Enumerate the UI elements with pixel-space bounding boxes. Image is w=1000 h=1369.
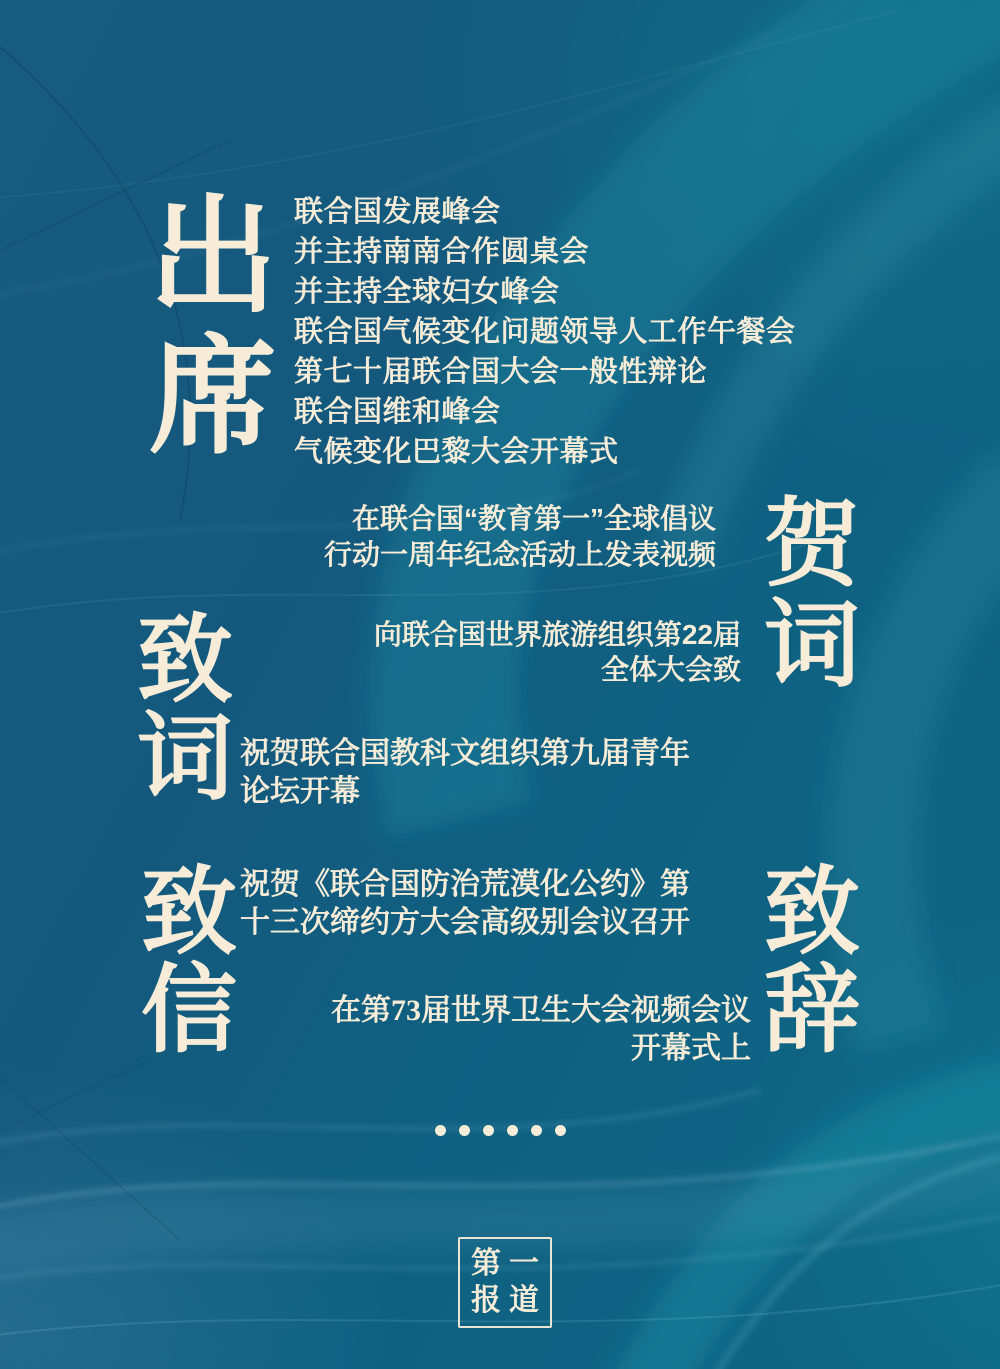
list-item: 开幕式上 bbox=[631, 1032, 751, 1065]
list-item: 气候变化巴黎大会开幕式 bbox=[294, 436, 619, 468]
ellipsis-dot bbox=[531, 1125, 542, 1136]
list-item: 在第73届世界卫生大会视频会议 bbox=[331, 994, 751, 1027]
section-label-zhici bbox=[135, 607, 235, 812]
ellipsis-dot bbox=[459, 1125, 470, 1136]
list-item: 在联合国“教育第一”全球倡议 bbox=[351, 503, 716, 534]
list-item: 十三次缔约方大会高级别会议召开 bbox=[240, 906, 690, 939]
zhici-event-text bbox=[240, 735, 690, 811]
label-char: 辞 bbox=[764, 957, 860, 1064]
label-char: 信 bbox=[141, 957, 237, 1064]
list-item: 论坛开幕 bbox=[240, 775, 360, 808]
ellipsis-dots bbox=[435, 1125, 566, 1136]
ellipsis-dot bbox=[483, 1125, 494, 1136]
list-item: 联合国维和峰会 bbox=[294, 396, 501, 428]
label-char: 出 bbox=[148, 187, 277, 329]
first-report-logo bbox=[458, 1237, 552, 1328]
label-char: 词 bbox=[764, 592, 860, 699]
ellipsis-dot bbox=[435, 1125, 446, 1136]
list-item: 并主持南南合作圆桌会 bbox=[294, 236, 590, 268]
zhixin-event-text bbox=[240, 866, 690, 942]
chuxi-event-list bbox=[294, 192, 796, 472]
label-char: 致 bbox=[141, 859, 237, 966]
logo-char: 一 bbox=[509, 1247, 539, 1281]
list-item: 并主持全球妇女峰会 bbox=[294, 276, 560, 308]
list-item: 祝贺《联合国防治荒漠化公约》第 bbox=[240, 868, 690, 901]
heci-event-block-1 bbox=[324, 501, 716, 573]
section-label-heci bbox=[762, 491, 862, 699]
section-label-zhici2 bbox=[762, 859, 862, 1064]
ellipsis-dot bbox=[555, 1125, 566, 1136]
label-char: 致 bbox=[764, 859, 860, 966]
logo-char: 第 bbox=[471, 1247, 501, 1281]
list-item: 全体大会致 bbox=[600, 654, 741, 685]
logo-char: 报 bbox=[471, 1283, 501, 1317]
label-char: 致 bbox=[137, 607, 233, 714]
list-item: 联合国发展峰会 bbox=[294, 196, 501, 228]
list-item: 第七十届联合国大会一般性辩论 bbox=[294, 356, 708, 388]
ellipsis-dot bbox=[507, 1125, 518, 1136]
section-label-zhixin bbox=[137, 859, 241, 1064]
list-item: 行动一周年纪念活动上发表视频 bbox=[323, 539, 716, 570]
logo-char: 道 bbox=[509, 1283, 539, 1317]
label-char: 词 bbox=[137, 705, 233, 812]
list-item: 联合国气候变化问题领导人工作午餐会 bbox=[294, 316, 796, 348]
list-item: 向联合国世界旅游组织第22届 bbox=[373, 619, 741, 650]
heci-event-block-2 bbox=[374, 617, 741, 687]
list-item: 祝贺联合国教科文组织第九届青年 bbox=[240, 737, 690, 770]
label-char: 席 bbox=[148, 327, 277, 469]
label-char: 贺 bbox=[764, 491, 860, 598]
section-label-chuxi bbox=[146, 188, 280, 468]
zhici2-event-text bbox=[331, 992, 751, 1068]
